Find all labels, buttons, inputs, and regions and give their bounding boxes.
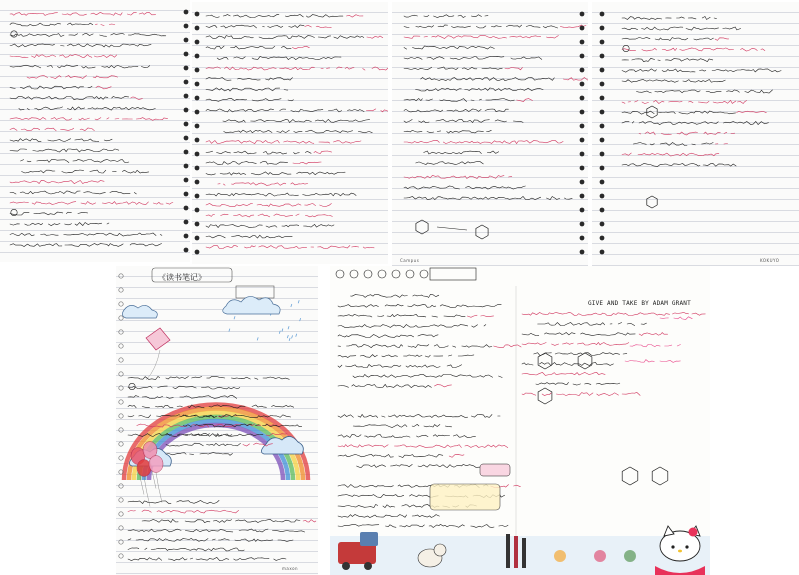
brand-label-campus: Campus — [400, 258, 420, 263]
reading-notes-page — [116, 266, 318, 575]
brand-label-kokuyo: KOKUYO — [760, 258, 780, 263]
handwriting-page-2 — [192, 2, 388, 264]
reading-notes-title: 《读书笔记》 — [158, 273, 206, 282]
brand-label-maxon: maxon — [282, 566, 299, 571]
book-header-text: GIVE AND TAKE BY ADAM GRANT — [588, 300, 691, 307]
notebook-page-3 — [392, 2, 588, 266]
reading-notes-drawings — [116, 266, 318, 575]
notebook-page-2 — [192, 2, 388, 264]
handwriting-page-4 — [592, 2, 799, 266]
chemistry-notes-page — [330, 266, 710, 575]
chemistry-notes-drawings — [330, 266, 710, 575]
notebook-page-4 — [592, 2, 799, 266]
notebook-page-1 — [0, 0, 190, 262]
handwriting-page-1 — [0, 0, 190, 262]
handwriting-page-3 — [392, 2, 588, 266]
